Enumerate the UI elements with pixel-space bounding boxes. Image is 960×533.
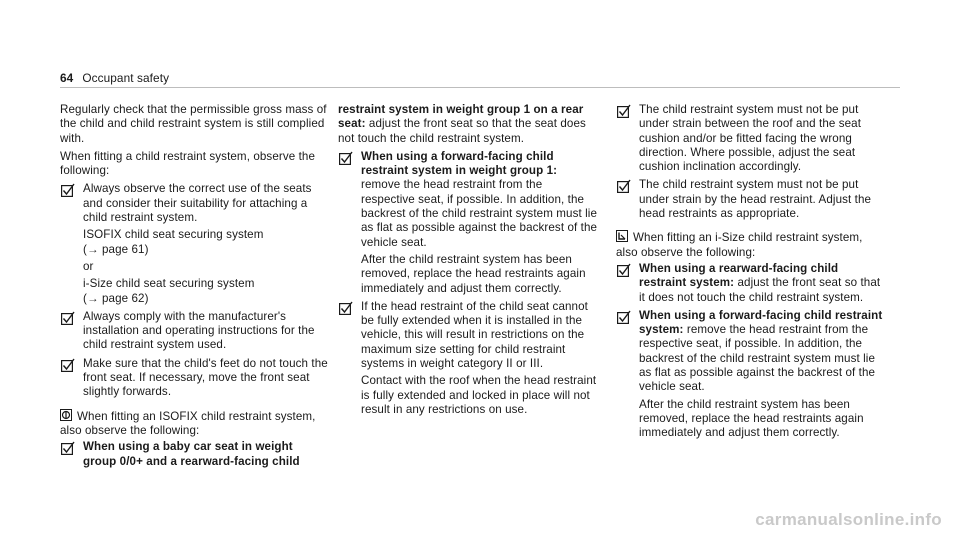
item-subtext: After the child restraint system has been removed, replace the head restraints again immediately and adjust them correctly.: [639, 397, 864, 440]
checkbox-icon: [61, 183, 75, 197]
item-subtext: ISOFIX child seat securing system: [83, 228, 264, 242]
item-subtext: i-Size child seat securing system: [83, 277, 255, 291]
column-middle: [338, 103, 598, 421]
item-bold-text: restraint system in weight group 1 on a rear seat:: [338, 103, 584, 131]
checklist-item: [60, 440, 328, 469]
column-left: [60, 103, 328, 473]
checklist-item: [338, 300, 598, 417]
item-text: If the head restraint of the child seat cannot be fully extended when it is installed in the vehicle, this will result in restrictions on the maximum size setting for child restraint systems in weight category II or III.: [361, 299, 588, 371]
page-reference-link[interactable]: (→ page 61): [83, 242, 149, 256]
item-bold-text: When using a forward-facing child restraint system:: [639, 308, 883, 337]
item-text: remove the head restraint from the respective seat, if possible. In addition, the backrest of the child restraint system must lie as flat as possible against the backrest of the vehicle seat.: [361, 178, 598, 249]
item-text: The child restraint system must not be put under strain between the roof and the seat cushion and/or be fitted facing the wrong direction. Where possible, adjust the seat cushion inclination accordingly.: [639, 103, 862, 174]
item-subtext: or: [83, 259, 94, 273]
checkbox-icon: [617, 179, 631, 193]
item-text: Always observe the correct use of the seats and consider their suitability for attaching a child restraint system.: [83, 182, 312, 225]
paragraph: Regularly check that the permissible gross mass of the child and child restraint system is still complied with.: [60, 103, 327, 145]
paragraph: When fitting a child restraint system, observe the following:: [60, 149, 316, 178]
note-text: When fitting an ISOFIX child restraint system, also observe the following:: [60, 409, 316, 437]
checklist-item: [616, 262, 884, 305]
note-text: When fitting an i-Size child restraint system, also observe the following:: [616, 231, 863, 259]
item-subtext: After the child restraint system has been removed, replace the head restraints again immediately and adjust them correctly.: [361, 252, 586, 295]
page-number: 64: [60, 71, 74, 85]
checklist-item: [616, 178, 884, 221]
checkbox-icon: [61, 441, 75, 455]
checklist-item: [616, 103, 884, 174]
checkbox-icon: [339, 151, 353, 165]
isofix-note: [60, 409, 328, 439]
item-bold-text: When using a baby car seat in weight group 0/0+ and a rearward-facing child: [83, 440, 300, 468]
checkbox-icon: [617, 104, 631, 118]
isofix-icon: [60, 409, 72, 421]
item-text: The child restraint system must not be put under strain by the head restraint. Adjust the head restraints as appropriate.: [639, 178, 872, 221]
item-text: remove the head restraint from the respective seat, if possible. In addition, the backrest of the child restraint system must lie as flat as possible against the backrest of the vehicle seat.: [639, 323, 876, 394]
checklist-item: [338, 150, 598, 296]
checklist-item: [60, 310, 328, 353]
item-text: adjust the front seat so that it does not touch the child restraint system.: [639, 276, 881, 304]
item-text: adjust the front seat so that the seat does not touch the child restraint system.: [338, 117, 586, 145]
item-bold-text: When using a forward-facing child restraint system in weight group 1:: [361, 149, 558, 178]
isize-note: [616, 230, 884, 260]
item-text: Always comply with the manufacturer's installation and operating instructions for the child restraint system used.: [83, 309, 315, 352]
section-title: Occupant safety: [82, 71, 170, 85]
i-size-icon: [616, 230, 628, 242]
checkbox-icon: [339, 301, 353, 315]
checklist-item: [616, 309, 884, 441]
item-bold-text: When using a rearward-facing child restraint system:: [639, 261, 839, 290]
checklist-item: [60, 357, 328, 400]
checkbox-icon: [61, 358, 75, 372]
checklist-item-continued: [338, 103, 598, 146]
checklist-item: [60, 182, 328, 305]
page-header: [60, 71, 169, 85]
column-right: [616, 103, 884, 445]
checkbox-icon: [617, 310, 631, 324]
checkbox-icon: [61, 311, 75, 325]
checkbox-icon: [617, 263, 631, 277]
item-text: Make sure that the child's feet do not touch the front seat. If necessary, move the front seat slightly forwards.: [83, 356, 328, 399]
watermark: carmanualsonline.info: [755, 509, 942, 529]
item-subtext: Contact with the roof when the head restraint is fully extended and locked in place will not result in any restrictions on use.: [361, 374, 597, 416]
header-rule: [60, 87, 900, 88]
page-reference-link[interactable]: (→ page 62): [83, 291, 149, 305]
